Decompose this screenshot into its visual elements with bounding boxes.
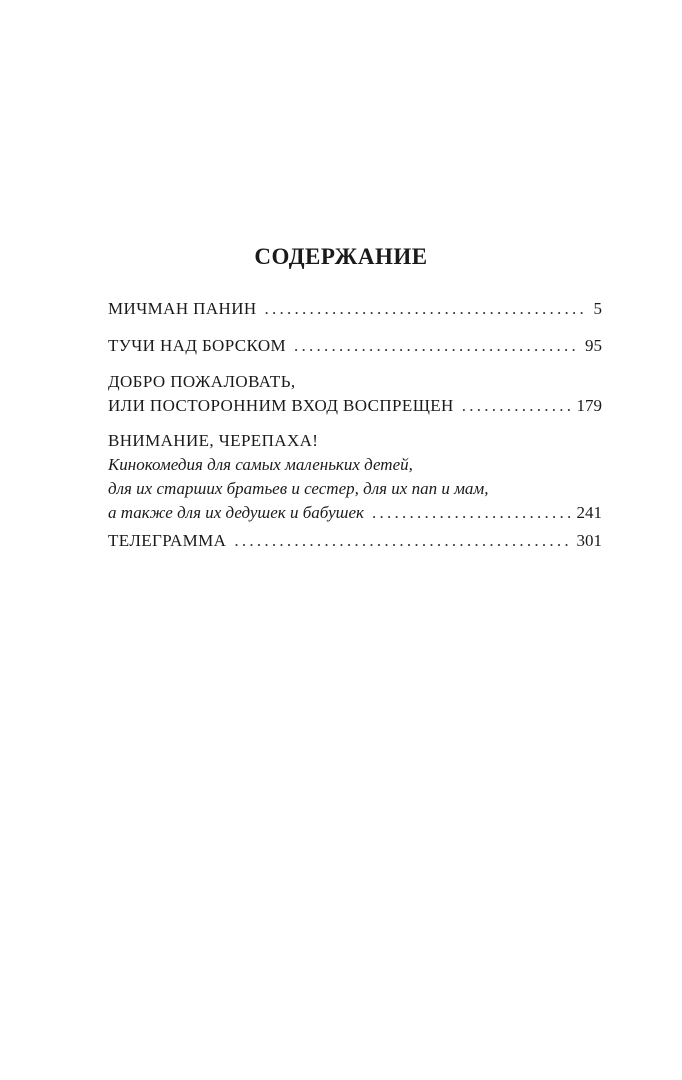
toc-entry-title: ВНИМАНИЕ, ЧЕРЕПАХА! [108, 431, 319, 450]
toc-entry-subtitle: а также для их дедушек и бабушек [108, 503, 364, 522]
toc-line [108, 394, 602, 418]
toc-page-number: 5 [593, 299, 602, 318]
toc-entry-title: ТУЧИ НАД БОРСКОМ [108, 336, 287, 355]
toc-line [108, 297, 602, 321]
toc-entry-tuchi-nad-borskom[interactable] [108, 334, 602, 358]
toc-entry-title: ДОБРО ПОЖАЛОВАТЬ, [108, 372, 296, 391]
toc-line [108, 334, 602, 358]
toc-entry-vnimanie-cherepakha[interactable] [108, 429, 602, 525]
toc-entry-title: МИЧМАН ПАНИН [108, 299, 257, 318]
toc-subtitle-line [108, 453, 602, 477]
toc-page-number: 241 [576, 503, 602, 522]
toc-page-number: 95 [585, 336, 602, 355]
dot-leader [462, 394, 571, 418]
dot-leader [234, 529, 570, 553]
toc-line [108, 529, 602, 553]
toc-subtitle-line [108, 477, 602, 501]
dot-leader [265, 297, 588, 321]
toc-line [108, 429, 602, 453]
dot-leader [294, 334, 579, 358]
toc-entry-subtitle: для их старших братьев и сестер, для их пап и мам, [108, 479, 489, 498]
toc-entry-subtitle: Кинокомедия для самых маленьких детей, [108, 455, 413, 474]
toc-subtitle-line [108, 501, 602, 525]
toc-page-number: 179 [576, 396, 602, 415]
dot-leader [372, 501, 571, 525]
toc-entry-michman-panin[interactable] [108, 297, 602, 321]
toc-entry-dobro-pozhalovat[interactable] [108, 370, 602, 418]
toc-entry-telegramma[interactable] [108, 529, 602, 553]
toc-entry-title: ТЕЛЕГРАММА [108, 531, 227, 550]
toc-entry-title-continued: ИЛИ ПОСТОРОННИМ ВХОД ВОСПРЕЩЕН [108, 396, 454, 415]
contents-heading: СОДЕРЖАНИЕ [254, 244, 428, 269]
toc-line [108, 370, 602, 394]
toc-page-number: 301 [576, 531, 602, 550]
